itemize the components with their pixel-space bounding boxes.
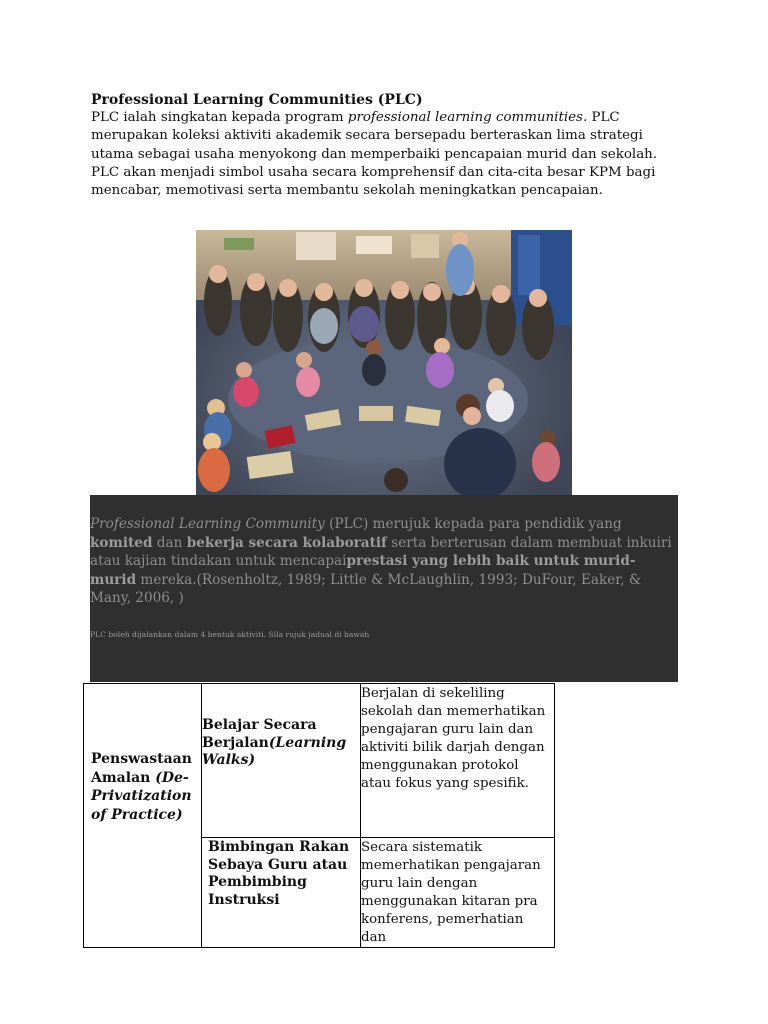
activity-name-italic: (Learning Walks) <box>202 734 347 768</box>
quote-term: Professional Learning Community <box>90 516 325 532</box>
quote-part-3: serta berterusan dalam membuat inkuiri atau kajian tindakan untuk mencapai <box>90 534 672 569</box>
quote-part-4: mereka.(Rosenholtz, 1989; Little & McLaughlin, 1993; DuFour, Eaker, & Many, 2006, ) <box>90 571 642 606</box>
intro-paragraph <box>91 109 681 200</box>
table-row <box>84 684 555 838</box>
activity-name: Bimbingan Rakan Sebaya Guru atau Pembimbing Instruksi <box>208 839 350 908</box>
quote-part-2: dan <box>152 534 187 551</box>
document-heading: Professional Learning Communities (PLC) <box>91 92 423 108</box>
quote-bold-3: prestasi yang lebih baik untuk murid-murid <box>90 553 636 588</box>
activity-name-cell <box>202 838 361 948</box>
category-label-italic: (De-Privatization of Practice) <box>91 769 192 823</box>
quote-part-1: (PLC) merujuk kepada para pendidik yang <box>324 516 622 532</box>
category-cell <box>84 684 202 948</box>
plc-definition-quote <box>90 515 676 608</box>
classroom-photo-illustration <box>196 230 572 496</box>
quote-bold-1: komited <box>90 534 153 551</box>
activity-name-cell <box>202 684 361 838</box>
activity-note: PLC boleh dijalankan dalam 4 bentuk aktiviti. Sila rujuk jadual di bawah <box>90 630 370 639</box>
plc-activity-table <box>83 683 555 948</box>
intro-term: professional learning communities <box>347 110 583 125</box>
activity-description: Berjalan di sekeliling sekolah dan memerhatikan pengajaran guru lain dan aktiviti bilik darjah dengan menggunakan protokol atau fokus yang spesifik. <box>361 686 546 791</box>
quote-panel <box>90 495 678 682</box>
intro-lead: PLC ialah singkatan kepada program <box>91 110 348 125</box>
activity-description: Secara sistematik memerhatikan pengajaran guru lain dengan menggunakan kitaran pra konferens, pemerhatian dan <box>361 840 541 945</box>
intro-rest: . PLC merupakan koleksi aktiviti akademik secara bersepadu berteraskan lima strategi utama sebagai usaha menyokong dan memperbaiki pencapaian murid dan sekolah. PLC akan menjadi simbol usaha secara komprehensif dan cita-cita besar KPM bagi mencabar, memotivasi serta membantu sekolah meningkatkan pencapaian. <box>91 110 658 199</box>
activity-desc-cell <box>361 684 555 838</box>
quote-bold-2: bekerja secara kolaboratif <box>186 534 387 551</box>
category-label: Penswastaan Amalan <box>91 751 192 786</box>
activity-name: Belajar Secara Berjalan <box>202 717 317 751</box>
activity-desc-cell <box>361 838 555 948</box>
classroom-photo <box>196 230 572 496</box>
